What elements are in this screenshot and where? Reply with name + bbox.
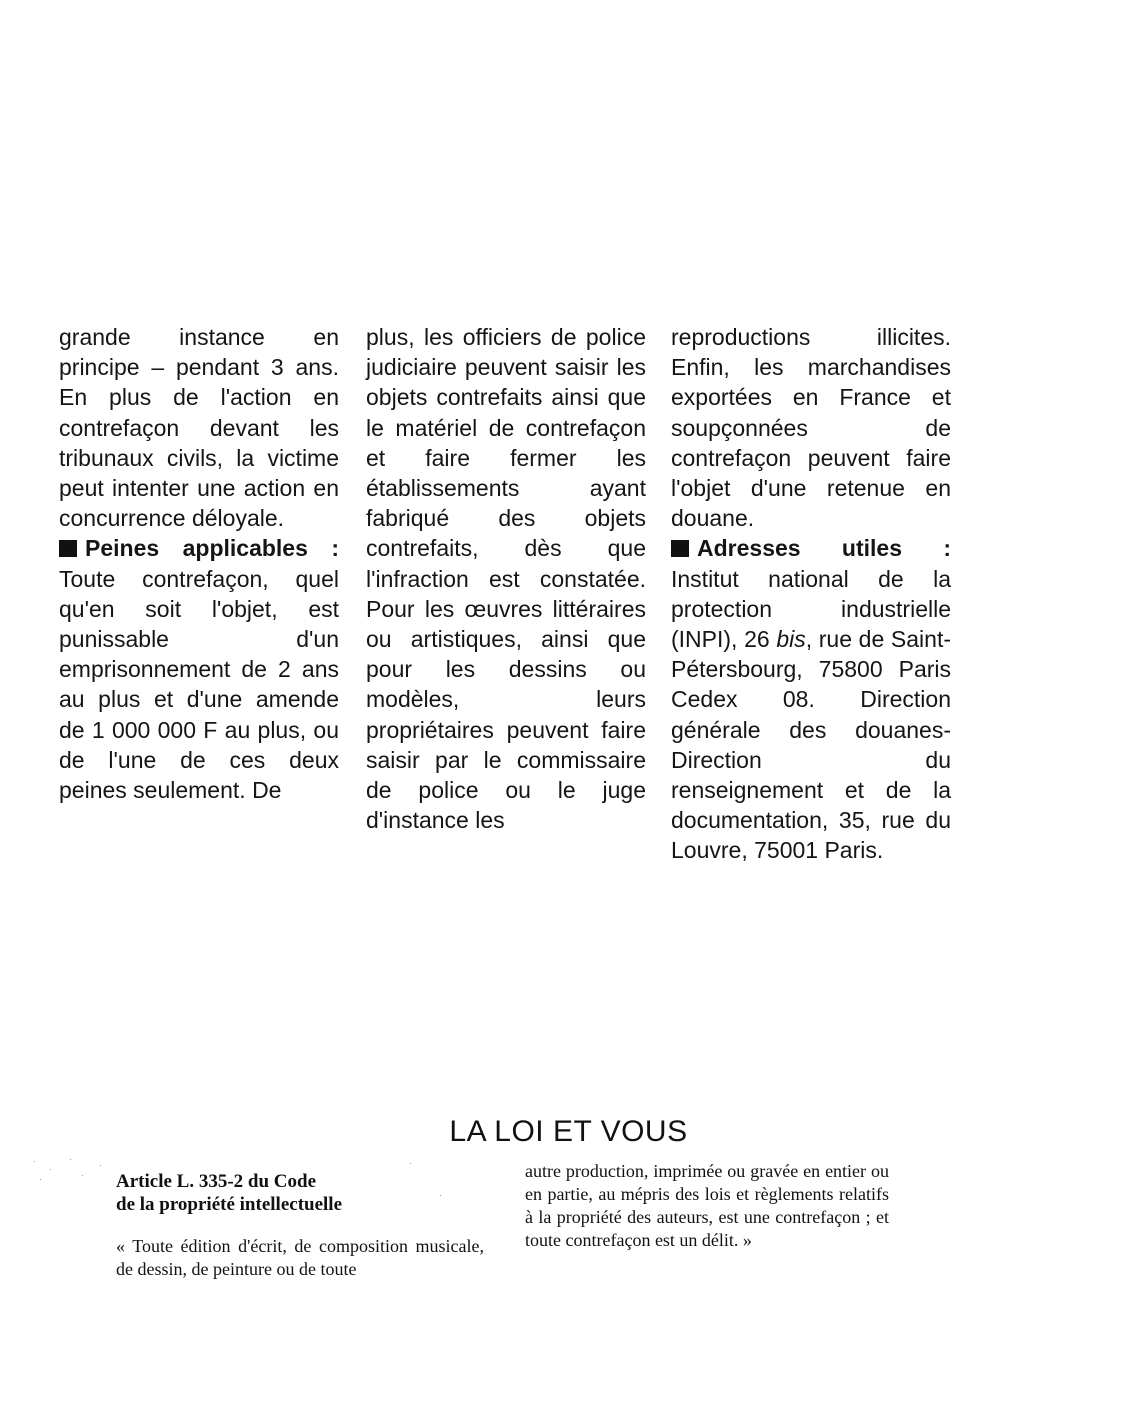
text-column-1: [59, 322, 339, 805]
section-heading: Peines applicables :: [85, 535, 339, 562]
paragraph-text-italic: bis: [776, 626, 806, 653]
paragraph: plus, les officiers de police judiciaire peuvent saisir les objets contrefaits ainsi que le matériel de contrefaçon et faire fermer les établissements ayant fabriqué des objets contrefaits, dès que l'infraction est constatée. Pour les œuvres littéraires ou artistiques, ainsi que pour les dessins ou modèles, leurs propriétaires peuvent faire saisir par le commissaire de police ou le juge d'instance les: [366, 324, 646, 834]
box-title: LA LOI ET VOUS: [449, 1115, 688, 1148]
quote-text: « Toute édition d'écrit, de composition musicale, de dessin, de peinture ou de toute: [116, 1236, 484, 1279]
paragraph-text: Institut national de la protection industrielle (INPI), 26: [671, 565, 951, 653]
square-bullet-icon: [59, 540, 77, 557]
article-quote-left: [116, 1170, 484, 1281]
section-heading: Adresses utiles :: [697, 535, 951, 562]
paragraph-text: Toute contrefaçon, quel qu'en soit l'objet, est punissable d'un emprisonnement de 2 ans au plus et d'une amende de 1 000 000 F au plus, ou de l'une de ces deux peines seulement. De: [59, 565, 339, 804]
article-title-line: Article L. 335-2 du Code: [116, 1171, 317, 1192]
text-column-3: [671, 322, 951, 866]
paragraph: grande instance en principe – pendant 3 ans. En plus de l'action en contrefaçon devant les tribunaux civils, la victime peut intenter une action en concurrence déloyale.: [59, 324, 339, 532]
paragraph: [671, 533, 951, 865]
article-title: [116, 1170, 484, 1216]
square-bullet-icon: [671, 540, 689, 557]
paragraph-text: , rue de Saint-Pétersbourg, 75800 Paris Cedex 08. Direction générale des douanes-Direction du renseignement et de la documentation, 35, rue du Louvre, 75001 Paris.: [671, 626, 951, 864]
quote-text-continued: autre production, imprimée ou gravée en entier ou en partie, au mépris des lois et règlements relatifs à la propriété des auteurs, est une contrefaçon ; et toute contrefaçon est un délit. »: [525, 1161, 889, 1250]
text-column-2: [366, 322, 646, 835]
article-title-line: de la propriété intellectuelle: [116, 1194, 343, 1215]
paragraph: reproductions illicites. Enfin, les marchandises exportées en France et soupçonnées de contrefaçon peuvent faire l'objet d'une retenue en douane.: [671, 324, 951, 532]
paragraph: [59, 533, 339, 805]
